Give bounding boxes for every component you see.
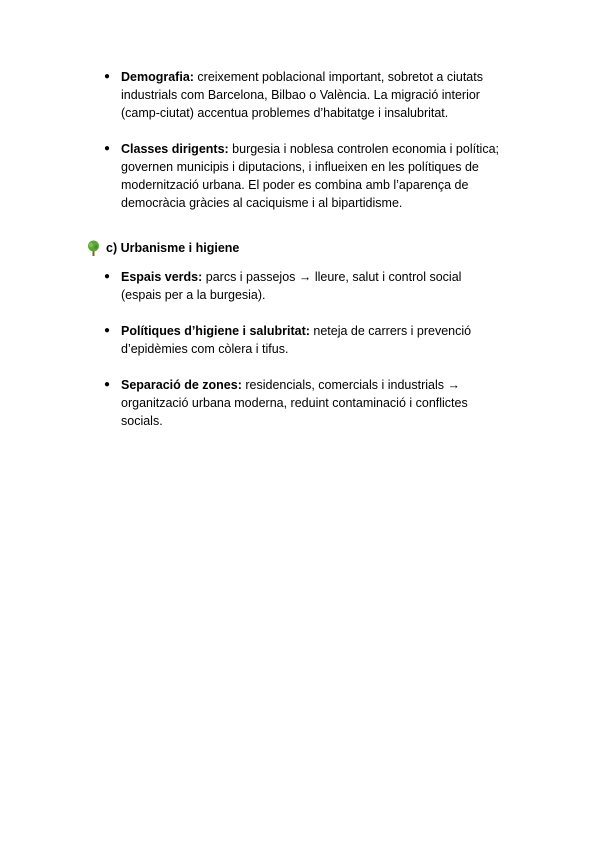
item-title: Demografia:	[121, 70, 194, 84]
list-item	[0, 322, 600, 358]
tree-icon	[86, 240, 101, 256]
item-text: parcs i passejos → lleure, salut i control social (espais per a la burgesia).	[121, 270, 462, 302]
list-item	[0, 140, 600, 212]
item-title: Separació de zones:	[121, 378, 242, 392]
bullet-icon: ●	[104, 271, 111, 282]
bullet-icon: ●	[104, 325, 111, 336]
item-title: Espais verds:	[121, 270, 203, 284]
section-heading	[86, 239, 239, 257]
item-text: residencials, comercials i industrials → organització urbana moderna, reduint contaminació i conflictes socials.	[121, 378, 468, 428]
list-item	[0, 68, 600, 122]
item-text: neteja de carrers i prevenció d’epidèmies com còlera i tifus.	[121, 324, 472, 356]
list-item	[0, 268, 600, 304]
item-text: creixement poblacional important, sobretot a ciutats industrials com Barcelona, Bilbao o València. La migració interior (camp-ciutat) accentua problemes d’habitatge i insalubritat.	[121, 70, 483, 120]
list-item	[0, 376, 600, 430]
item-text: burgesia i noblesa controlen economia i política; governen municipis i diputacions, i influeixen en les polítiques de modernització urbana. El poder es combina amb l’aparença de democràcia gràcies al caciquisme i al bipartidisme.	[121, 142, 499, 210]
section-c-list	[0, 268, 600, 430]
item-title: Polítiques d’higiene i salubritat:	[121, 324, 310, 338]
section-b-list	[0, 68, 600, 212]
section-heading-text: c) Urbanisme i higiene	[106, 241, 240, 255]
item-title: Classes dirigents:	[121, 142, 229, 156]
bullet-icon: ●	[104, 379, 111, 390]
bullet-icon: ●	[104, 71, 111, 82]
bullet-icon: ●	[104, 143, 111, 154]
